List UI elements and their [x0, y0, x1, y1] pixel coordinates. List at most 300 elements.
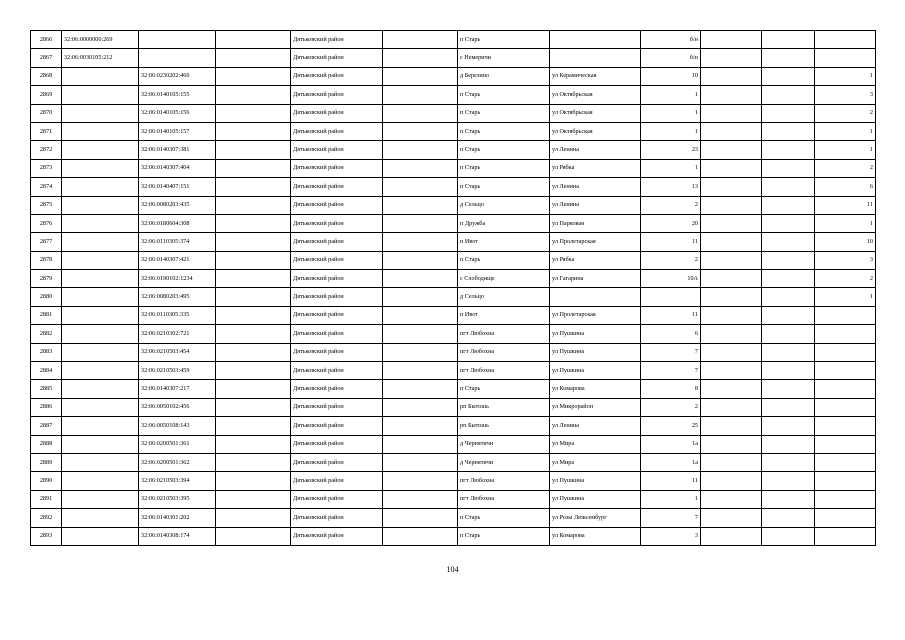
table-row	[31, 398, 876, 416]
empty-cell	[762, 472, 815, 490]
house-number: 2	[641, 196, 701, 214]
row-number: 2874	[31, 178, 62, 196]
house-number: 25	[641, 417, 701, 435]
house-number: 1	[641, 490, 701, 508]
street: ул Керамическая	[550, 67, 641, 85]
empty-cell	[216, 86, 291, 104]
street: ул Пушкина	[550, 490, 641, 508]
apartment-count: 1	[815, 122, 876, 140]
table-row	[31, 435, 876, 453]
empty-cell	[216, 178, 291, 196]
apartment-count	[815, 49, 876, 67]
apartment-count	[815, 380, 876, 398]
house-number: 1	[641, 159, 701, 177]
empty-cell	[701, 159, 762, 177]
table-row	[31, 141, 876, 159]
row-number: 2893	[31, 527, 62, 545]
cadastral-number-a	[62, 233, 139, 251]
locality: д Чернятичи	[458, 453, 550, 471]
table-row	[31, 380, 876, 398]
district: Дятьковский район	[291, 288, 383, 306]
cadastral-number-a	[62, 159, 139, 177]
district: Дятьковский район	[291, 343, 383, 361]
table-row	[31, 306, 876, 324]
empty-cell	[383, 214, 458, 232]
empty-cell	[762, 122, 815, 140]
cadastral-number-a	[62, 288, 139, 306]
street: ул Парковая	[550, 214, 641, 232]
empty-cell	[701, 325, 762, 343]
cadastral-number-b	[139, 49, 216, 67]
house-number: 13	[641, 178, 701, 196]
empty-cell	[383, 122, 458, 140]
empty-cell	[762, 325, 815, 343]
cadastral-number-b: 32:06:0210503:394	[139, 472, 216, 490]
cadastral-number-a	[62, 380, 139, 398]
empty-cell	[216, 417, 291, 435]
empty-cell	[383, 490, 458, 508]
cadastral-number-b: 32:06:0140307:381	[139, 141, 216, 159]
house-number: 7	[641, 509, 701, 527]
empty-cell	[216, 343, 291, 361]
empty-cell	[701, 31, 762, 49]
house-number: 7	[641, 362, 701, 380]
cadastral-number-b: 32:06:0200501:361	[139, 435, 216, 453]
locality: п Старь	[458, 86, 550, 104]
empty-cell	[216, 306, 291, 324]
district: Дятьковский район	[291, 270, 383, 288]
district: Дятьковский район	[291, 490, 383, 508]
empty-cell	[383, 435, 458, 453]
empty-cell	[762, 306, 815, 324]
empty-cell	[383, 67, 458, 85]
registry-rows	[31, 31, 876, 546]
empty-cell	[383, 86, 458, 104]
cadastral-number-a	[62, 122, 139, 140]
house-number: б/н	[641, 49, 701, 67]
district: Дятьковский район	[291, 86, 383, 104]
street: ул Розы Люксембург	[550, 509, 641, 527]
empty-cell	[216, 270, 291, 288]
district: Дятьковский район	[291, 417, 383, 435]
house-number: 1	[641, 86, 701, 104]
empty-cell	[701, 196, 762, 214]
street: ул Октябрьская	[550, 104, 641, 122]
empty-cell	[216, 362, 291, 380]
house-number: 11	[641, 306, 701, 324]
empty-cell	[216, 435, 291, 453]
cadastral-number-a	[62, 67, 139, 85]
row-number: 2869	[31, 86, 62, 104]
house-number: 20	[641, 214, 701, 232]
locality: пгт Любохна	[458, 343, 550, 361]
empty-cell	[701, 509, 762, 527]
apartment-count	[815, 527, 876, 545]
row-number: 2886	[31, 398, 62, 416]
table-row	[31, 343, 876, 361]
locality: п Старь	[458, 380, 550, 398]
empty-cell	[383, 362, 458, 380]
apartment-count	[815, 472, 876, 490]
cadastral-number-b: 32:06:0140301:202	[139, 509, 216, 527]
table-row	[31, 417, 876, 435]
house-number: 7	[641, 343, 701, 361]
district: Дятьковский район	[291, 435, 383, 453]
empty-cell	[762, 159, 815, 177]
table-row	[31, 159, 876, 177]
apartment-count	[815, 398, 876, 416]
empty-cell	[762, 86, 815, 104]
locality: п Старь	[458, 178, 550, 196]
empty-cell	[216, 214, 291, 232]
empty-cell	[383, 270, 458, 288]
cadastral-number-a	[62, 86, 139, 104]
empty-cell	[216, 398, 291, 416]
district: Дятьковский район	[291, 122, 383, 140]
locality: рп Бытошь	[458, 417, 550, 435]
cadastral-number-b	[139, 31, 216, 49]
empty-cell	[383, 159, 458, 177]
table-row	[31, 251, 876, 269]
street	[550, 49, 641, 67]
cadastral-number-b: 32:06:0080203:495	[139, 288, 216, 306]
district: Дятьковский район	[291, 159, 383, 177]
row-number: 2880	[31, 288, 62, 306]
row-number: 2878	[31, 251, 62, 269]
street: ул Ленина	[550, 417, 641, 435]
empty-cell	[762, 196, 815, 214]
house-number: 11	[641, 233, 701, 251]
empty-cell	[383, 233, 458, 251]
street: ул Октябрьская	[550, 86, 641, 104]
empty-cell	[701, 214, 762, 232]
house-number: 6	[641, 325, 701, 343]
street: ул Пролетарская	[550, 306, 641, 324]
table-row	[31, 490, 876, 508]
apartment-count	[815, 453, 876, 471]
row-number: 2870	[31, 104, 62, 122]
house-number: 11	[641, 472, 701, 490]
empty-cell	[762, 251, 815, 269]
apartment-count: 3	[815, 86, 876, 104]
empty-cell	[216, 31, 291, 49]
locality: п Старь	[458, 122, 550, 140]
empty-cell	[383, 398, 458, 416]
locality: п Старь	[458, 159, 550, 177]
street: ул Пушкина	[550, 472, 641, 490]
locality: рп Бытошь	[458, 398, 550, 416]
cadastral-number-b: 32:06:0140105:157	[139, 122, 216, 140]
empty-cell	[216, 527, 291, 545]
row-number: 2883	[31, 343, 62, 361]
cadastral-number-b: 32:06:0190102:1234	[139, 270, 216, 288]
empty-cell	[701, 86, 762, 104]
row-number: 2866	[31, 31, 62, 49]
district: Дятьковский район	[291, 67, 383, 85]
row-number: 2868	[31, 67, 62, 85]
locality: д Чернятичи	[458, 435, 550, 453]
row-number: 2892	[31, 509, 62, 527]
locality: с Слободище	[458, 270, 550, 288]
table-row	[31, 270, 876, 288]
locality: п Дружба	[458, 214, 550, 232]
row-number: 2890	[31, 472, 62, 490]
empty-cell	[762, 490, 815, 508]
cadastral-number-a	[62, 251, 139, 269]
empty-cell	[216, 49, 291, 67]
empty-cell	[701, 490, 762, 508]
table-row	[31, 104, 876, 122]
empty-cell	[216, 472, 291, 490]
street: ул Ленина	[550, 178, 641, 196]
apartment-count: 1	[815, 141, 876, 159]
house-number: 1а	[641, 453, 701, 471]
apartment-count	[815, 435, 876, 453]
empty-cell	[762, 49, 815, 67]
locality: п Старь	[458, 251, 550, 269]
cadastral-number-a	[62, 417, 139, 435]
table-row	[31, 178, 876, 196]
cadastral-number-a	[62, 453, 139, 471]
empty-cell	[383, 196, 458, 214]
row-number: 2876	[31, 214, 62, 232]
empty-cell	[762, 141, 815, 159]
empty-cell	[701, 453, 762, 471]
empty-cell	[701, 251, 762, 269]
empty-cell	[383, 288, 458, 306]
district: Дятьковский район	[291, 472, 383, 490]
empty-cell	[762, 67, 815, 85]
empty-cell	[701, 288, 762, 306]
cadastral-number-a	[62, 472, 139, 490]
district: Дятьковский район	[291, 233, 383, 251]
table-row	[31, 196, 876, 214]
empty-cell	[216, 122, 291, 140]
row-number: 2879	[31, 270, 62, 288]
street: ул Рябка	[550, 159, 641, 177]
row-number: 2882	[31, 325, 62, 343]
district: Дятьковский район	[291, 178, 383, 196]
empty-cell	[762, 270, 815, 288]
table-row	[31, 453, 876, 471]
registry-table	[30, 30, 876, 546]
locality: пгт Любохна	[458, 472, 550, 490]
empty-cell	[762, 380, 815, 398]
house-number	[641, 288, 701, 306]
street	[550, 288, 641, 306]
cadastral-number-b: 32:06:0210503:459	[139, 362, 216, 380]
row-number: 2891	[31, 490, 62, 508]
empty-cell	[383, 380, 458, 398]
apartment-count: 1	[815, 214, 876, 232]
cadastral-number-b: 32:06:0140308:174	[139, 527, 216, 545]
cadastral-number-a	[62, 490, 139, 508]
locality: п Старь	[458, 31, 550, 49]
street: ул Пушкина	[550, 343, 641, 361]
empty-cell	[216, 288, 291, 306]
cadastral-number-b: 32:06:0210302:721	[139, 325, 216, 343]
cadastral-number-a	[62, 509, 139, 527]
row-number: 2871	[31, 122, 62, 140]
apartment-count: 10	[815, 233, 876, 251]
table-row	[31, 122, 876, 140]
empty-cell	[701, 104, 762, 122]
table-row	[31, 509, 876, 527]
page-number: 104	[446, 565, 459, 574]
locality: п Ивот	[458, 233, 550, 251]
cadastral-number-b: 32:06:0080203:435	[139, 196, 216, 214]
empty-cell	[216, 490, 291, 508]
empty-cell	[701, 398, 762, 416]
district: Дятьковский район	[291, 362, 383, 380]
district: Дятьковский район	[291, 196, 383, 214]
cadastral-number-b: 32:06:0140105:155	[139, 86, 216, 104]
empty-cell	[383, 141, 458, 159]
empty-cell	[383, 178, 458, 196]
empty-cell	[701, 49, 762, 67]
district: Дятьковский район	[291, 31, 383, 49]
empty-cell	[383, 343, 458, 361]
apartment-count	[815, 417, 876, 435]
locality: п Старь	[458, 141, 550, 159]
district: Дятьковский район	[291, 214, 383, 232]
empty-cell	[216, 159, 291, 177]
apartment-count: 2	[815, 159, 876, 177]
house-number: 1	[641, 122, 701, 140]
apartment-count: 1	[815, 67, 876, 85]
empty-cell	[762, 233, 815, 251]
table-row	[31, 288, 876, 306]
street: ул Пушкина	[550, 325, 641, 343]
empty-cell	[216, 104, 291, 122]
house-number: б/н	[641, 31, 701, 49]
street: ул Мира	[550, 453, 641, 471]
empty-cell	[762, 453, 815, 471]
apartment-count: 3	[815, 251, 876, 269]
cadastral-number-b: 32:06:0140407:151	[139, 178, 216, 196]
empty-cell	[383, 453, 458, 471]
empty-cell	[383, 31, 458, 49]
cadastral-number-a	[62, 306, 139, 324]
cadastral-number-a	[62, 398, 139, 416]
cadastral-number-a	[62, 435, 139, 453]
district: Дятьковский район	[291, 141, 383, 159]
cadastral-number-a	[62, 527, 139, 545]
row-number: 2875	[31, 196, 62, 214]
empty-cell	[383, 251, 458, 269]
empty-cell	[762, 509, 815, 527]
cadastral-number-b: 32:06:0210503:395	[139, 490, 216, 508]
locality: п Старь	[458, 104, 550, 122]
table-row	[31, 214, 876, 232]
apartment-count	[815, 490, 876, 508]
table-row	[31, 325, 876, 343]
street: ул Микрорайон	[550, 398, 641, 416]
locality: п Старь	[458, 509, 550, 527]
empty-cell	[383, 49, 458, 67]
cadastral-number-b: 32:06:0210503:454	[139, 343, 216, 361]
district: Дятьковский район	[291, 306, 383, 324]
district: Дятьковский район	[291, 527, 383, 545]
locality: п Ивот	[458, 306, 550, 324]
cadastral-number-a	[62, 104, 139, 122]
cadastral-number-b: 32:06:0140307:217	[139, 380, 216, 398]
empty-cell	[216, 196, 291, 214]
locality: д Сельцо	[458, 288, 550, 306]
empty-cell	[701, 141, 762, 159]
empty-cell	[701, 67, 762, 85]
cadastral-number-b: 32:06:0110305:374	[139, 233, 216, 251]
empty-cell	[762, 104, 815, 122]
house-number: 1а	[641, 435, 701, 453]
empty-cell	[701, 233, 762, 251]
cadastral-number-a	[62, 343, 139, 361]
apartment-count	[815, 31, 876, 49]
cadastral-number-a: 32:06:0000000:269	[62, 31, 139, 49]
cadastral-number-a	[62, 214, 139, 232]
street: ул Комарова	[550, 527, 641, 545]
district: Дятьковский район	[291, 251, 383, 269]
house-number: 1	[641, 104, 701, 122]
table-row	[31, 362, 876, 380]
apartment-count: 11	[815, 196, 876, 214]
district: Дятьковский район	[291, 104, 383, 122]
cadastral-number-a: 32:06:0030105:212	[62, 49, 139, 67]
district: Дятьковский район	[291, 398, 383, 416]
row-number: 2889	[31, 453, 62, 471]
district: Дятьковский район	[291, 509, 383, 527]
table-row	[31, 31, 876, 49]
street: ул Октябрьская	[550, 122, 641, 140]
apartment-count	[815, 325, 876, 343]
empty-cell	[762, 362, 815, 380]
apartment-count: 6	[815, 178, 876, 196]
district: Дятьковский район	[291, 453, 383, 471]
house-number: 8	[641, 380, 701, 398]
row-number: 2881	[31, 306, 62, 324]
house-number: 23	[641, 141, 701, 159]
row-number: 2888	[31, 435, 62, 453]
row-number: 2885	[31, 380, 62, 398]
empty-cell	[701, 270, 762, 288]
empty-cell	[216, 509, 291, 527]
empty-cell	[216, 453, 291, 471]
empty-cell	[216, 141, 291, 159]
empty-cell	[762, 435, 815, 453]
street: ул Ленина	[550, 141, 641, 159]
apartment-count: 2	[815, 270, 876, 288]
empty-cell	[762, 178, 815, 196]
cadastral-number-b: 32:06:0200501:362	[139, 453, 216, 471]
cadastral-number-a	[62, 362, 139, 380]
empty-cell	[762, 417, 815, 435]
table-row	[31, 86, 876, 104]
cadastral-number-b: 32:06:0140105:156	[139, 104, 216, 122]
empty-cell	[383, 472, 458, 490]
empty-cell	[701, 380, 762, 398]
district: Дятьковский район	[291, 49, 383, 67]
empty-cell	[216, 233, 291, 251]
table-row	[31, 67, 876, 85]
apartment-count	[815, 343, 876, 361]
cadastral-number-b: 32:06:0110305:335	[139, 306, 216, 324]
street: ул Пролетарская	[550, 233, 641, 251]
apartment-count	[815, 306, 876, 324]
empty-cell	[216, 325, 291, 343]
table-row	[31, 233, 876, 251]
apartment-count: 2	[815, 104, 876, 122]
empty-cell	[383, 325, 458, 343]
